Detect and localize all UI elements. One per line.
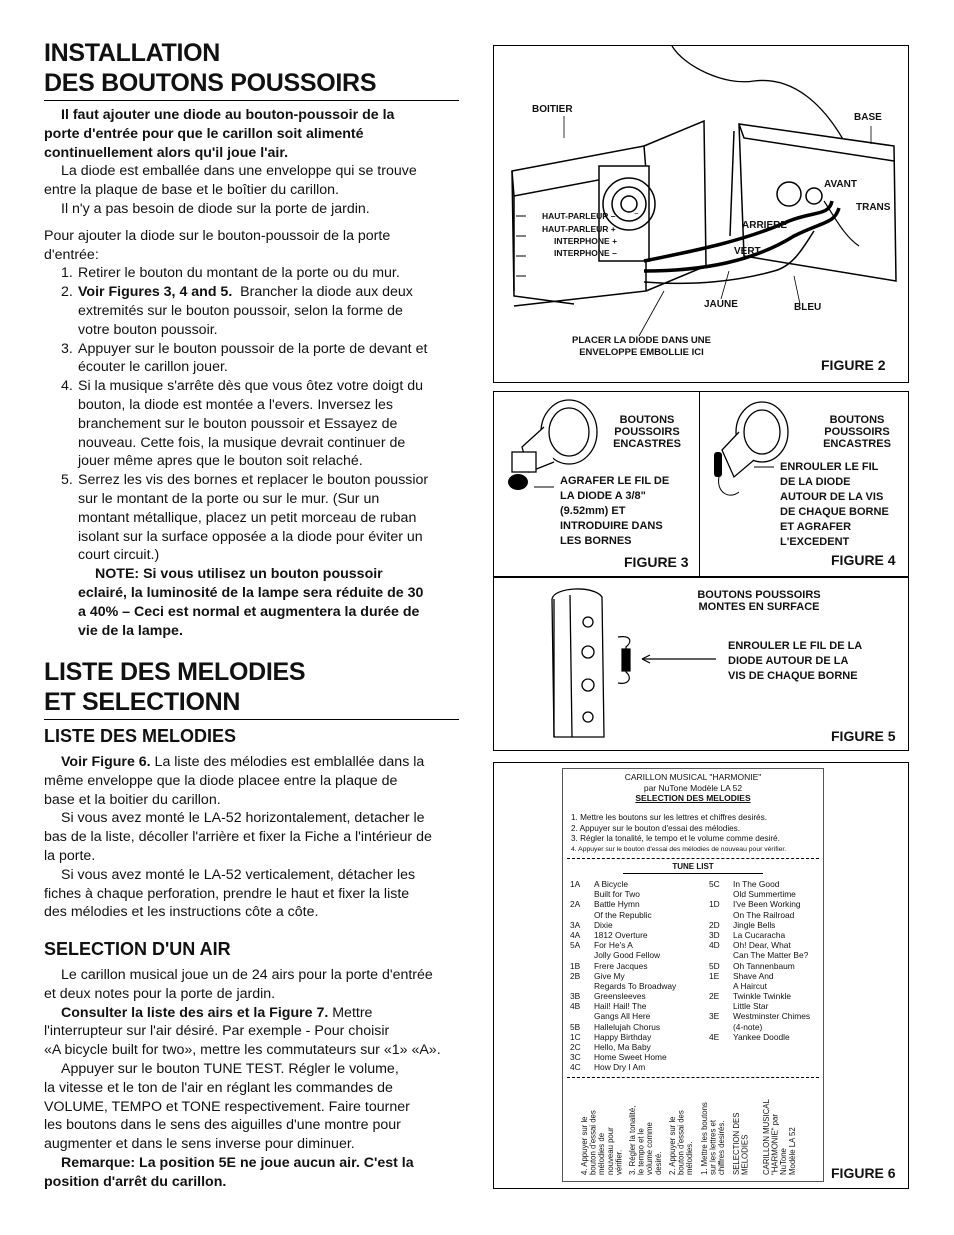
see-figure-ref: Voir Figure 6. [61,754,151,770]
table-row [570,1062,690,1072]
label-hp-minus: HAUT-PARLEUR – [542,211,616,221]
step-text: Serrez les vis des bornes et replacer le bouton poussior [78,472,429,489]
list-item [44,283,464,339]
tune-code: 1A [570,879,581,889]
remark: Remarque: La position 5E ne joue aucun air. C'est la [61,1154,414,1171]
tune-code: 4D [709,940,720,951]
label-base: BASE [854,112,882,123]
tune-code: 5C [709,879,720,889]
tune-code: 1B [570,960,581,971]
heading-line: ENCASTRES [613,438,681,450]
tune-name: Happy Birthday [594,1031,652,1042]
section-title-line1: INSTALLATION [44,39,221,67]
tune-name: Little Star [733,1001,769,1012]
instruction-line: VIS DE CHAQUE BORNE [728,670,858,682]
step-text: isolant sur la surface opposée a la diode pour éviter un [78,528,423,545]
paragraph: des mélodies et les instructions côte a côte. [44,904,319,921]
heading-line: POUSSOIRS [614,426,680,438]
rotated-line: mélodies de [597,1132,607,1175]
subheading-tune-selection: SELECTION D'UN AIR [44,939,231,959]
list-item [44,264,464,283]
paragraph: «A bicycle built for two», mettre les commutateurs sur «1» «A». [44,1042,441,1059]
tune-name: 1812 Overture [594,929,648,940]
step-bold: Voir Figures 3, 4 and 5. [78,284,233,301]
bold-intro-3: continuellement alors qu'il joue l'air. [44,144,289,161]
tune-name: Hail! Hail! The [594,1001,647,1012]
svg-text:−: − [634,209,639,218]
table-row [570,961,690,971]
table-row [709,1011,821,1021]
rotated-line: vérifier. [614,1149,624,1175]
remark: position d'arrêt du carillon. [44,1173,227,1190]
lamp-note [44,565,464,640]
label-placer-diode [544,335,739,359]
heading-line: POUSSOIRS [824,426,890,438]
instruction-line: LA DIODE A 3/8" [560,490,646,502]
rotated-line: chiffres desirés. [717,1120,727,1175]
table-row [570,991,690,1001]
paragraph: la vitesse et le ton de l'air en réglant les commandes de [44,1079,393,1096]
tune-code: 4C [570,1062,581,1073]
tune-selection-body [44,966,469,1192]
tune-code: 3E [709,1011,720,1022]
paragraph: VOLUME, TEMPO et TONE respectivement. Faire tourner [44,1098,410,1115]
tune-name: On The Railroad [733,909,795,920]
placer-line: PLACER LA DIODE DANS UNE [572,335,711,346]
tune-code: 1D [709,899,720,910]
step-text: jouer même apres que le bouton soit relaché. [78,453,363,470]
table-row [570,910,690,920]
paragraph: Si vous avez monté le LA-52 verticalement, détacher les [61,866,416,883]
figure-2-box [493,45,909,383]
paragraph: Appuyer sur le bouton TUNE TEST. Régler le volume, [61,1060,399,1077]
fig3-heading [602,414,692,450]
label-trans: TRANS [856,202,891,213]
table-row [709,910,821,920]
list-item [44,377,464,471]
step-number: 3. [61,340,73,357]
tune-name: Greensleeves [594,991,646,1002]
rotated-line: sur les lettres et [708,1119,718,1175]
figure-4-caption: FIGURE 4 [831,552,896,568]
paragraph: entre la plaque de base et le boîtier du carillon. [44,182,339,199]
heading-line: MONTES EN SURFACE [698,601,820,613]
tune-name: Built for Two [594,889,640,900]
tune-code: 2E [709,991,720,1002]
paragraph: l'interrupteur sur l'air désiré. Par exemple - Pour choisir [44,1023,390,1040]
bold-intro: Il faut ajouter une diode au bouton-poussoir de la [61,107,395,123]
placer-line: ENVELOPPE EMBOLLIE ICI [579,347,704,358]
paragraph: bas de la liste, décoller l'arrière et fixer la Fiche a l'intérieur de [44,829,432,846]
step-text: sur le montant de la porte ou sur le mur. (Sur un [78,490,380,507]
card-heading: SELECTION DES MELODIES [635,793,751,803]
instruction-line: DE CHAQUE BORNE [780,506,889,518]
paragraph: la porte. [44,847,96,864]
tune-code: 2B [570,970,581,981]
table-row [709,971,821,981]
rotated-line: CARILLON MUSICAL [762,1099,771,1175]
tune-name: A Haircut [733,980,767,991]
rotated-block [763,1085,823,1175]
instruction-line: DIODE AUTOUR DE LA [728,655,849,667]
tune-code: 2D [709,919,720,930]
figure-2-caption: FIGURE 2 [821,357,886,373]
tune-name: Of the Republic [594,909,652,920]
instruction-line: (9.52mm) ET [560,505,626,517]
tune-name: (4-note) [733,1021,763,1032]
step-text: montant métallique, placez un petit morceau de ruban [78,509,417,526]
table-row [570,940,690,950]
tune-name: Old Summertime [733,889,796,900]
note-line: eclairé, la luminosité de la lampe sera réduite de 30 [78,584,424,601]
tune-name: In The Good [733,879,780,889]
step-number: 1. [61,265,73,282]
tune-name: Battle Hymn [594,899,640,910]
tune-code: 1C [570,1031,581,1042]
label-jaune: JAUNE [704,299,738,310]
label-avant: AVANT [824,179,857,190]
paragraph: fiches à chaque perforation, prendre le haut et fixer la liste [44,885,410,902]
title-rule [44,719,459,720]
tune-code: 1E [709,970,720,981]
tune-name: La Cucaracha [733,929,786,940]
tune-name: Home Sweet Home [594,1052,667,1063]
rotated-block [701,1085,729,1175]
paragraph: Si vous avez monté le LA-52 horizontalement, detacher le [61,810,425,827]
table-row [570,981,690,991]
tune-code: 4E [709,1031,720,1042]
tune-code: 3B [570,991,581,1002]
step-text: extremités sur le bouton poussoir, selon la forme de [78,302,403,319]
tune-name: Shave And [733,970,774,981]
figure-5-caption: FIGURE 5 [831,728,896,744]
heading-line: ENCASTRES [823,438,891,450]
step-text: Retirer le bouton du montant de la porte ou du mur. [78,265,400,282]
tune-list-heading: TUNE LIST [672,862,714,871]
fig4-heading [812,414,902,450]
perforation [623,873,763,874]
list-item [44,471,464,565]
tune-name: Dixie [594,919,613,930]
step-text: Appuyer sur le bouton poussoir de la porte de devant et [78,340,428,357]
rotated-block [733,1085,755,1175]
step-text: branchement sur le bouton poussoir et Essayez de [78,415,398,432]
table-row [570,1052,690,1062]
tune-list-left [570,879,690,1073]
tune-list-right [709,879,821,1042]
paragraph: La diode est emballée dans une enveloppe qui se trouve [61,163,417,180]
rotated-line: "HARMONIE" par [770,1114,780,1175]
paragraph: Mettre [328,1004,373,1021]
tune-code: 3A [570,919,581,930]
step-text: court circuit.) [78,547,160,564]
card-header [563,772,823,804]
table-row [709,930,821,940]
step-number: 2. [61,284,73,301]
tune-name: Oh Tannenbaum [733,960,795,971]
tune-name: Hallelujah Chorus [594,1021,661,1032]
rotated-line: desiré. [653,1151,663,1175]
table-row [570,1022,690,1032]
section-melodies [44,657,460,717]
table-row [709,899,821,909]
rotated-line: NuTone [779,1148,789,1175]
section-installation [44,38,460,98]
instruction-line: LES BORNES [560,535,632,547]
figure-3-caption: FIGURE 3 [624,554,689,570]
rotated-instruction-strip [563,1081,823,1179]
table-row [709,1022,821,1032]
step-text: nouveau. Cette fois, la musique devrait continuer de [78,434,406,451]
rotated-line: bouton d'essai des [588,1110,598,1175]
step-text: votre bouton poussoir. [78,321,218,338]
tune-name: Gangs All Here [594,1011,651,1022]
table-row [570,1011,690,1021]
card-instruction: 3. Régler la tonalité, le tempo et le volume comme desiré. [571,834,780,843]
tune-name: Can The Matter Be? [733,950,809,961]
fig4-instruction [780,460,906,550]
melody-list-body [44,753,464,922]
tune-name: A Bicycle [594,879,628,889]
paragraph: Il n'y a pas besoin de diode sur la porte de jardin. [61,200,370,217]
table-row [570,1032,690,1042]
paragraph: Pour ajouter la diode sur le bouton-poussoir de la porte [44,227,391,244]
instruction-line: INTRODUIRE DANS [560,520,663,532]
step-number: 5. [61,472,73,489]
rotated-block [629,1085,665,1175]
instruction-line: ET AGRAFER [780,521,852,533]
label-hp-plus: HAUT-PARLEUR + [542,224,616,234]
tune-card [562,768,824,1182]
rotated-line: 3. Régler la tonalité, [628,1105,637,1175]
rotated-line: bouton d'essai des [676,1110,686,1175]
tune-name: Twinkle Twinkle [733,991,792,1002]
tune-name: Westminster Chimes [733,1011,811,1022]
table-row [709,889,821,899]
table-row [709,879,821,889]
instruction-line: AUTOUR DE LA VIS [780,491,884,503]
section-title-line2: ET SELECTIONN [44,688,241,716]
section-title-line2: DES BOUTONS POUSSOIRS [44,69,377,97]
rotated-line: 2. Appuyer sur le [668,1116,677,1175]
fig5-instruction [728,639,903,684]
tune-code: 3C [570,1052,581,1063]
tune-name: Regards To Broadway [594,980,677,991]
paragraph: les boutons dans le sens des aiguilles d'une montre pour [44,1117,401,1134]
instruction-line: ENROULER LE FIL DE LA [728,640,863,652]
figure-6-box [493,762,909,1189]
paragraph: La liste des mélodies est emblallée dans la [150,754,425,770]
rotated-block [581,1085,625,1175]
paragraph: Le carillon musical joue un de 24 airs pour la porte d'entrée [61,967,433,983]
rotated-line: SELECTION DES [732,1112,741,1175]
instruction-line: L'EXCEDENT [780,536,850,548]
table-row [570,889,690,899]
rotated-line: 1. Mettre les boutons [700,1102,709,1175]
tune-code: 4A [570,929,581,940]
heading-line: BOUTONS [619,414,675,426]
step-text: Si la musique s'arrête dès que vous ôtez votre doigt du [78,378,423,395]
tune-name: Give My [594,970,625,981]
tune-name: Hello, Ma Baby [594,1042,651,1052]
rotated-line: Modèle LA 52 [787,1127,797,1175]
figure-ref: Consulter la liste des airs et la Figure 7. [61,1004,329,1021]
tune-name: Frere Jacques [594,960,648,971]
step-number: 4. [61,378,73,395]
list-item [44,340,464,378]
heading-line: BOUTONS [829,414,885,426]
table-row [570,1042,690,1052]
tune-name: I've Been Working [733,899,801,910]
tune-code: 2A [570,899,581,910]
table-row [709,991,821,1001]
instruction-line: AGRAFER LE FIL DE [560,475,670,487]
table-row [709,920,821,930]
rotated-line: nouveau pour [605,1127,615,1175]
figure-6-caption: FIGURE 6 [831,1165,896,1181]
tune-name: Jolly Good Fellow [594,950,661,961]
table-row [570,930,690,940]
table-row [570,879,690,889]
table-row [709,1032,821,1042]
table-row [709,940,821,950]
paragraph: et deux notes pour la porte de jardin. [44,985,276,1002]
table-row [709,1001,821,1011]
install-steps [44,264,464,565]
tune-code: 2C [570,1042,581,1052]
note-line: a 40% – Ceci est normal et augmentera la durée de [78,603,420,620]
rotated-line: mélodies. [685,1141,695,1175]
step-text: Brancher la diode aux deux [232,284,413,301]
table-row [709,961,821,971]
label-int-minus: INTERPHONE – [554,248,617,258]
tune-code: 5D [709,960,720,971]
tune-code: 4B [570,1001,581,1012]
figure-3-4-box [493,391,909,578]
tune-name: For He's A [594,940,633,951]
section-title-line1: LISTE DES MELODIES [44,658,306,686]
card-instructions [571,813,821,855]
tune-name: Jingle Bells [733,919,776,930]
rotated-line: MELODIES [740,1134,750,1175]
paragraph: base et la boitier du carillon. [44,791,221,808]
rotated-line: 4. Appuyer sur le [580,1116,589,1175]
tune-code: 5A [570,940,581,951]
table-row [570,899,690,909]
rotated-line: le tempo et le [636,1128,646,1175]
paragraph: d'entrée: [44,246,99,263]
paragraph: augmenter et dans le sens inverse pour diminuer. [44,1136,355,1153]
card-instruction: 1. Mettre les boutons sur les lettres et chiffres desirés. [571,813,767,822]
rotated-line: volume comme [645,1122,655,1175]
note-line: vie de la lampe. [78,622,183,639]
tune-name: Yankee Doodle [733,1031,790,1042]
fig3-instruction [560,474,700,549]
table-row [570,950,690,960]
tune-code: 5B [570,1021,581,1032]
instruction-line: DE LA DIODE [780,476,851,488]
table-row [709,981,821,991]
heading-line: BOUTONS POUSSOIRS [697,589,821,601]
note-line: NOTE: Si vous utilisez un bouton poussoir [95,566,383,583]
label-boitier: BOITIER [532,104,573,115]
label-arriere: ARRIERE [742,220,788,231]
label-vert: VERT [734,246,761,257]
card-instruction: 4. Appuyer sur le bouton d'essai des mélodies de nouveau pour vérifier. [571,845,787,853]
card-subtitle: par NuTone Modèle LA 52 [643,782,743,793]
perforation [567,858,819,859]
fig5-heading [679,589,839,613]
label-bleu: BLEU [794,302,822,313]
tune-code: 3D [709,929,720,940]
tune-name: Oh! Dear, What [733,940,791,951]
step-text: bouton, la diode est montée a l'evers. Inversez les [78,396,394,413]
installation-body [44,106,464,640]
tune-name: How Dry I Am [594,1062,646,1073]
subheading-melody-list: LISTE DES MELODIES [44,726,237,746]
table-row [570,1001,690,1011]
perforation [567,1077,819,1078]
card-instruction: 2. Appuyer sur le bouton d'essai des mélodies. [571,823,741,833]
table-row [570,971,690,981]
figure-5-box [493,576,909,751]
rotated-block [669,1085,697,1175]
paragraph: même enveloppe que la diode placee entre la plaque de [44,772,398,789]
card-title: CARILLON MUSICAL "HARMONIE" [624,772,762,782]
label-int-plus: INTERPHONE + [554,236,618,246]
table-row [709,950,821,960]
instruction-line: ENROULER LE FIL [780,461,879,473]
title-rule [44,100,459,101]
table-row [570,920,690,930]
bold-intro-2: porte d'entrée pour que le carillon soit alimenté [44,125,364,142]
step-text: écouter le carillon jouer. [78,359,228,376]
